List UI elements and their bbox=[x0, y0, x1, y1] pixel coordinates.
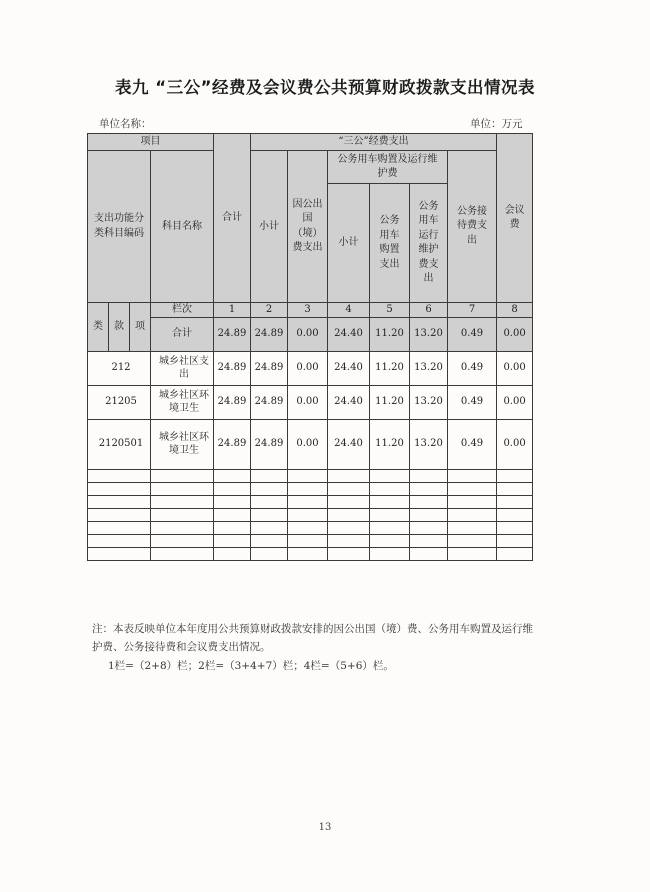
header-car-subtotal: 小计 bbox=[328, 184, 370, 303]
header-total: 合计 bbox=[214, 134, 251, 303]
col-index-1: 1 bbox=[214, 303, 251, 318]
empty-row bbox=[88, 547, 533, 560]
table-row bbox=[88, 419, 533, 469]
empty-row bbox=[88, 469, 533, 482]
cell-value: 13.20 bbox=[410, 385, 448, 419]
cell-value: 24.40 bbox=[328, 351, 370, 385]
row-name: 城乡社区支出 bbox=[151, 351, 214, 385]
col-index-7: 7 bbox=[448, 303, 497, 318]
header-subtotal: 小计 bbox=[251, 151, 288, 303]
cell-value: 24.40 bbox=[328, 385, 370, 419]
cell-value: 24.89 bbox=[214, 385, 251, 419]
row-code: 2120501 bbox=[88, 419, 151, 469]
cell-value: 11.20 bbox=[370, 351, 410, 385]
header-kuan: 款 bbox=[109, 303, 130, 352]
header-row-1 bbox=[88, 134, 533, 151]
header-row-2 bbox=[88, 151, 533, 184]
cell-value: 0.49 bbox=[448, 419, 497, 469]
row-name: 城乡社区环境卫生 bbox=[151, 419, 214, 469]
budget-table bbox=[87, 133, 533, 561]
cell-value: 11.20 bbox=[370, 385, 410, 419]
cell-value: 24.89 bbox=[214, 317, 251, 351]
cell-value: 11.20 bbox=[370, 419, 410, 469]
empty-row bbox=[88, 521, 533, 534]
cell-value: 0.00 bbox=[288, 419, 328, 469]
col-index-8: 8 bbox=[497, 303, 533, 318]
cell-value: 0.00 bbox=[497, 385, 533, 419]
table-row bbox=[88, 385, 533, 419]
col-index-4: 4 bbox=[328, 303, 370, 318]
header-car-purchase: 公务用车购置支出 bbox=[370, 184, 410, 303]
empty-row bbox=[88, 482, 533, 495]
table-row bbox=[88, 351, 533, 385]
footnote bbox=[92, 620, 540, 675]
empty-row bbox=[88, 534, 533, 547]
header-subject-name: 科目名称 bbox=[151, 151, 214, 303]
cell-value: 0.00 bbox=[288, 351, 328, 385]
unit-name-label: 单位名称： bbox=[99, 118, 152, 130]
header-lei: 类 bbox=[88, 303, 109, 352]
empty-row bbox=[88, 508, 533, 521]
cell-value: 13.20 bbox=[410, 419, 448, 469]
cell-value: 0.49 bbox=[448, 385, 497, 419]
col-index-6: 6 bbox=[410, 303, 448, 318]
cell-value: 24.40 bbox=[328, 317, 370, 351]
page-number: 13 bbox=[318, 822, 332, 833]
cell-value: 0.49 bbox=[448, 351, 497, 385]
cell-value: 0.00 bbox=[497, 351, 533, 385]
header-sangong: “三公”经费支出 bbox=[251, 134, 497, 151]
row-name: 城乡社区环境卫生 bbox=[151, 385, 214, 419]
currency-unit-label: 单位：万元 bbox=[470, 118, 523, 130]
cell-value: 13.20 bbox=[410, 351, 448, 385]
cell-value: 24.89 bbox=[251, 317, 288, 351]
row-code: 21205 bbox=[88, 385, 151, 419]
cell-value: 0.00 bbox=[288, 317, 328, 351]
cell-value: 0.00 bbox=[288, 385, 328, 419]
table-row-total bbox=[88, 317, 533, 351]
col-index-2: 2 bbox=[251, 303, 288, 318]
col-index-3: 3 bbox=[288, 303, 328, 318]
cell-value: 0.00 bbox=[497, 419, 533, 469]
header-reception: 公务接待费支出 bbox=[448, 151, 497, 303]
cell-value: 11.20 bbox=[370, 317, 410, 351]
cell-value: 24.40 bbox=[328, 419, 370, 469]
header-lanci-row bbox=[88, 303, 533, 318]
cell-value: 24.89 bbox=[251, 351, 288, 385]
cell-value: 0.00 bbox=[497, 317, 533, 351]
row-total-label: 合计 bbox=[151, 317, 214, 351]
cell-value: 24.89 bbox=[251, 385, 288, 419]
col-index-5: 5 bbox=[370, 303, 410, 318]
cell-value: 24.89 bbox=[214, 351, 251, 385]
header-xiangmu: 项目 bbox=[88, 134, 214, 151]
cell-value: 24.89 bbox=[214, 419, 251, 469]
header-abroad: 因公出国（境）费支出 bbox=[288, 151, 328, 303]
header-xiang: 项 bbox=[130, 303, 151, 352]
header-lanci: 栏次 bbox=[151, 303, 214, 318]
cell-value: 24.89 bbox=[251, 419, 288, 469]
footnote-line-1: 注：本表反映单位本年度用公共预算财政拨款安排的因公出国（境）费、公务用车购置及运行维护费、公务接待费和会议费支出情况。 bbox=[92, 623, 533, 654]
cell-value: 0.49 bbox=[448, 317, 497, 351]
header-meeting: 会议费 bbox=[497, 134, 533, 303]
footnote-line-2: 1栏=（2+8）栏；2栏=（3+4+7）栏；4栏=（5+6）栏。 bbox=[108, 659, 394, 672]
cell-value: 13.20 bbox=[410, 317, 448, 351]
empty-row bbox=[88, 495, 533, 508]
header-func-code: 支出功能分类科目编码 bbox=[88, 151, 151, 303]
header-car-run: 公务用车运行维护费支出 bbox=[410, 184, 448, 303]
row-code: 212 bbox=[88, 351, 151, 385]
header-gongwu-group: 公务用车购置及运行维护费 bbox=[328, 151, 448, 184]
page-title: 表九 “三公”经费及会议费公共预算财政拨款支出情况表 bbox=[115, 78, 535, 97]
